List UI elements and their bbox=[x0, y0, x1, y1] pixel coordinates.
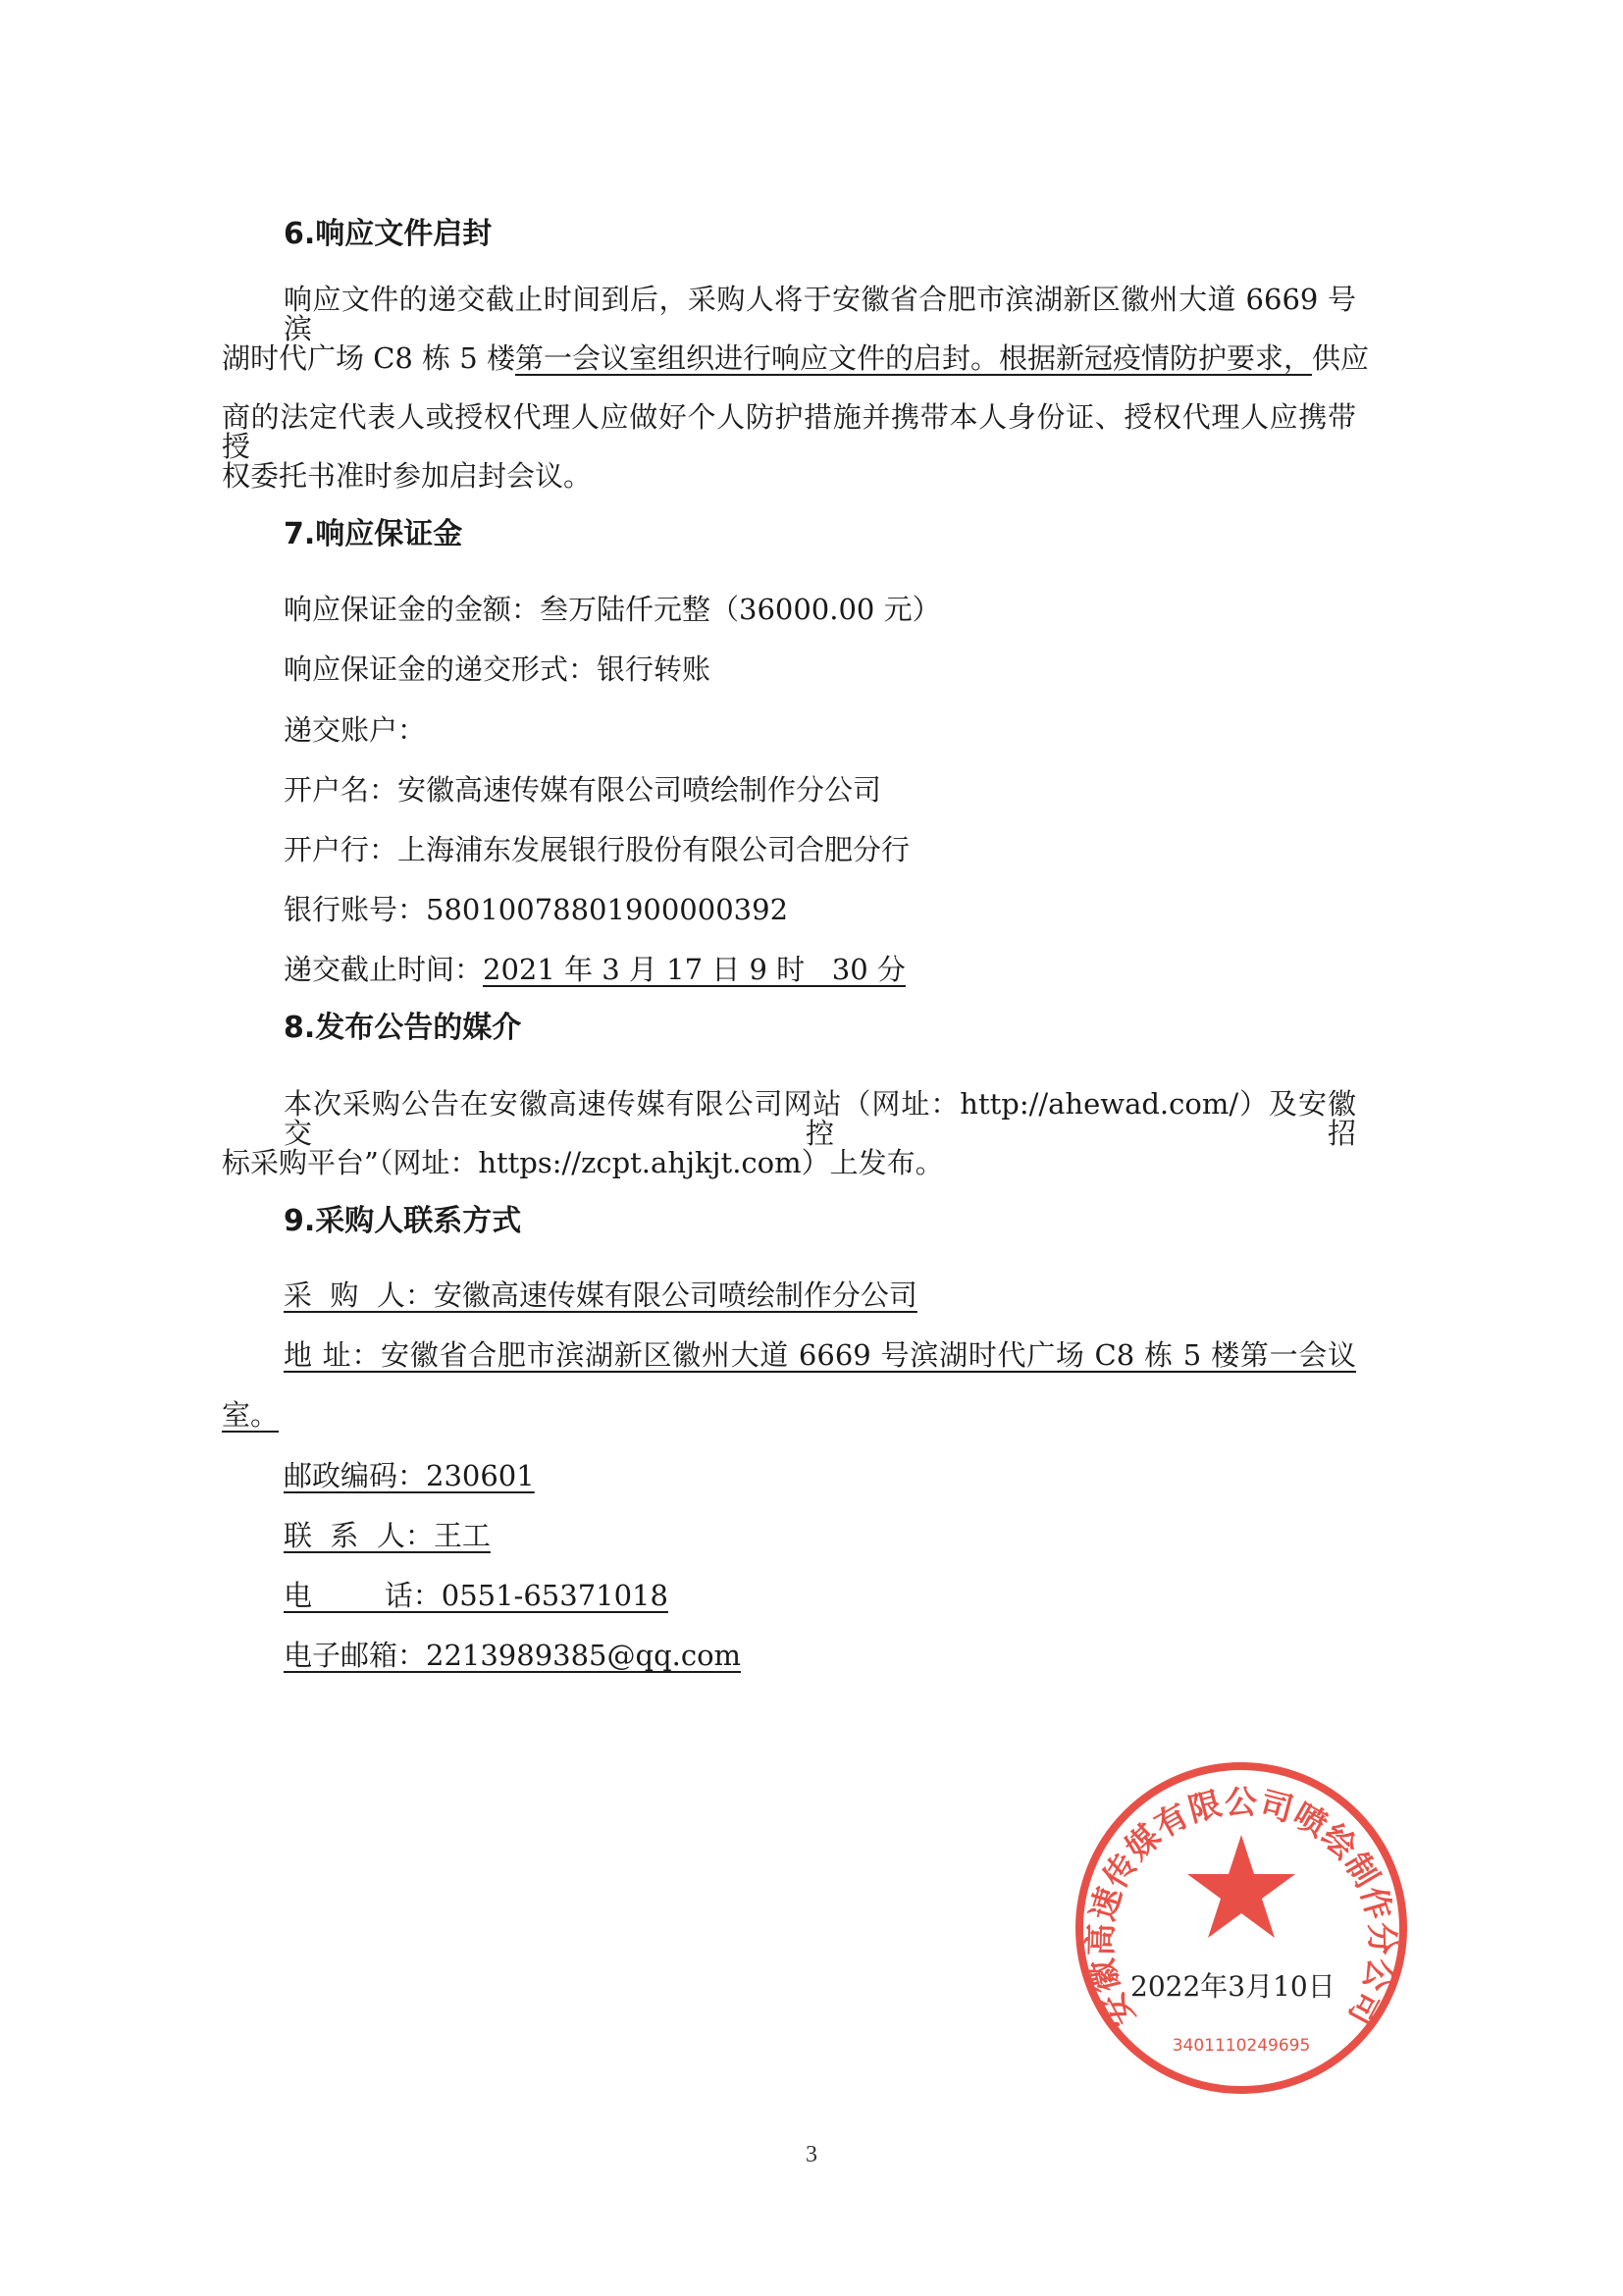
deposit-deadline-value: 2021 年 3 月 17 日 9 时 30 分 bbox=[483, 953, 906, 986]
section-6-line-2 bbox=[222, 341, 1369, 375]
svg-text:3401110249695: 3401110249695 bbox=[1172, 2036, 1311, 2056]
buyer-phone: 电 话：0551-65371018 bbox=[284, 1579, 668, 1612]
account-bank: 开户行：上海浦东发展银行股份有限公司合肥分行 bbox=[284, 833, 911, 866]
buyer-postcode: 邮政编码：230601 bbox=[284, 1459, 535, 1492]
buyer-email: 电子邮箱：2213989385@qq.com bbox=[284, 1639, 742, 1672]
section-6-line-2c: 供应 bbox=[1311, 341, 1369, 375]
section-7-heading: 7.响应保证金 bbox=[284, 517, 463, 551]
document-date: 2022年3月10日 bbox=[1130, 1970, 1335, 2003]
deposit-form: 响应保证金的递交形式：银行转账 bbox=[284, 652, 711, 686]
section-6-line-4: 权委托书准时参加启封会议。 bbox=[222, 459, 593, 493]
section-6-line-1: 响应文件的递交截止时间到后，采购人将于安徽省合肥市滨湖新区徽州大道 6669 号滨 bbox=[284, 283, 1356, 345]
account-name: 开户名：安徽高速传媒有限公司喷绘制作分公司 bbox=[284, 773, 882, 807]
section-8-heading: 8.发布公告的媒介 bbox=[284, 1011, 522, 1045]
section-6-line-2-underlined: 第一会议室组织进行响应文件的启封。根据新冠疫情防护要求， bbox=[514, 341, 1312, 375]
page-number: 3 bbox=[806, 2142, 817, 2167]
deposit-account-label: 递交账户： bbox=[284, 713, 427, 747]
buyer-name: 采 购 人：安徽高速传媒有限公司喷绘制作分公司 bbox=[284, 1278, 917, 1312]
buyer-address-line-1: 地 址：安徽省合肥市滨湖新区徽州大道 6669 号滨湖时代广场 C8 栋 5 楼第一会议 bbox=[284, 1338, 1356, 1372]
deposit-deadline bbox=[284, 955, 906, 984]
deposit-deadline-label: 递交截止时间： bbox=[284, 953, 484, 986]
section-8-line-1: 本次采购公告在安徽高速传媒有限公司网站（网址：http://ahewad.com/）及安徽交控招 bbox=[284, 1087, 1356, 1150]
section-8-line-2: 标采购平台”（网址：https://zcpt.ahjkjt.com）上发布。 bbox=[222, 1146, 944, 1179]
svg-text:安徽高速传媒有限公司喷绘制作分公司: 安徽高速传媒有限公司喷绘制作分公司 bbox=[1080, 1782, 1402, 2033]
official-seal-icon bbox=[1070, 1756, 1413, 2100]
buyer-address-line-2: 室。 bbox=[222, 1398, 280, 1432]
buyer-contact: 联 系 人：王工 bbox=[284, 1519, 491, 1552]
section-6-line-3: 商的法定代表人或授权代理人应做好个人防护措施并携带本人身份证、授权代理人应携带授 bbox=[222, 400, 1356, 463]
deposit-amount: 响应保证金的金额：叁万陆仟元整（36000.00 元） bbox=[284, 593, 941, 626]
section-6-heading: 6.响应文件启封 bbox=[284, 217, 493, 251]
section-6-line-2a: 湖时代广场 C8 栋 5 楼 bbox=[222, 341, 515, 375]
account-number: 银行账号：58010078801900000392 bbox=[284, 893, 789, 926]
section-9-heading: 9.采购人联系方式 bbox=[284, 1204, 522, 1238]
